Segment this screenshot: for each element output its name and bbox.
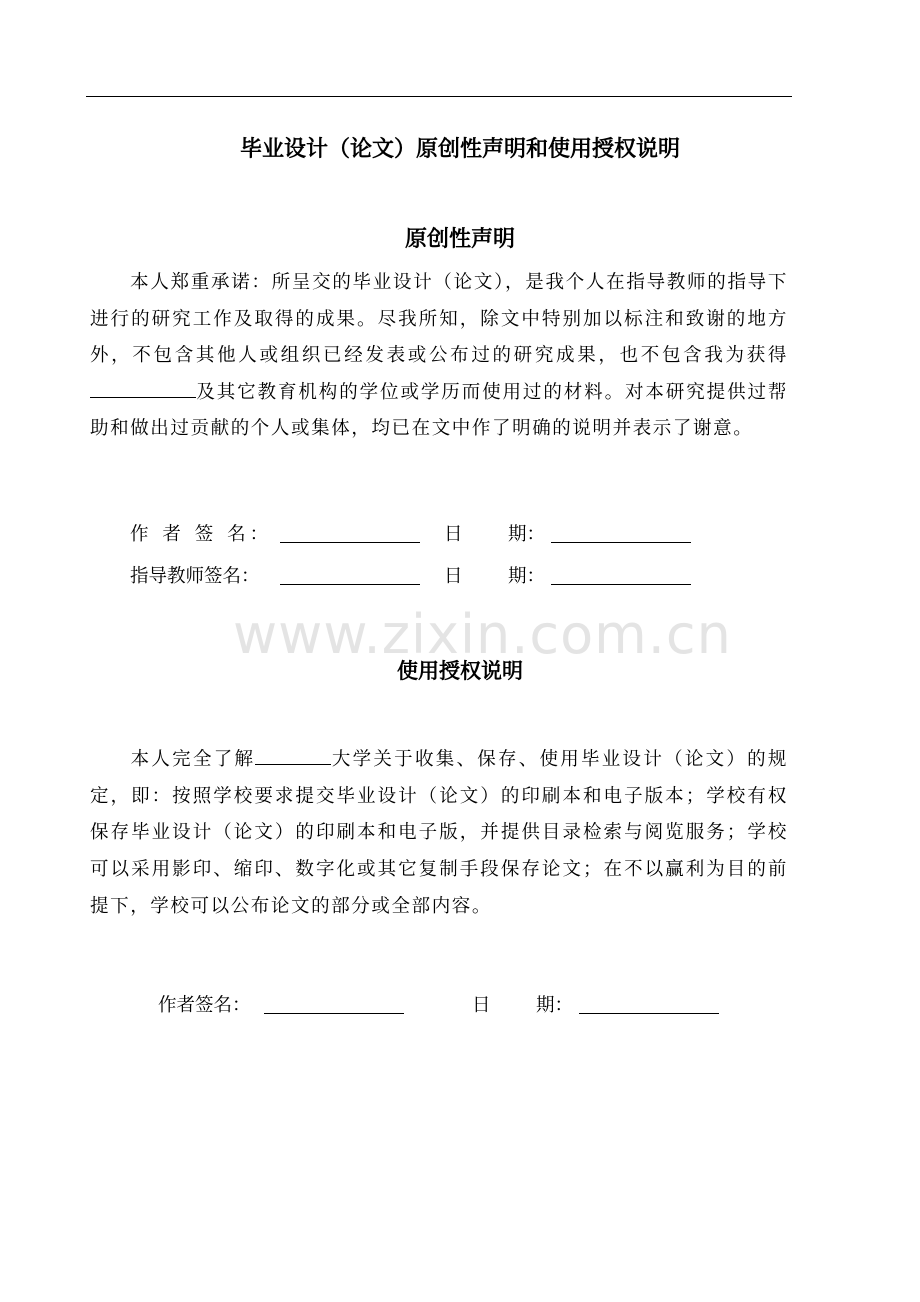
- supervisor-signature-row: [130, 564, 730, 590]
- author-signature-line-2: [264, 993, 404, 1014]
- originality-text-2: 及其它教育机构的学位或学历而使用过的材料。对本研究提供过帮助和做出过贡献的个人或集体，均已在文中作了明确的说明并表示了谢意。: [90, 381, 788, 439]
- author-signature-label-2: 作者签名：: [158, 995, 251, 1016]
- watermark: www.zixin.com.cn: [233, 603, 732, 666]
- authorization-paragraph: [90, 742, 788, 926]
- originality-heading: 原创性声明: [404, 227, 515, 252]
- document-title: 毕业设计（论文）原创性声明和使用授权说明: [239, 137, 680, 162]
- supervisor-date-line: [551, 564, 691, 585]
- degree-blank: [90, 379, 196, 398]
- date-label-b: 期：: [536, 995, 574, 1016]
- author-date-line: [551, 522, 691, 543]
- date-label-b: 期：: [508, 524, 546, 545]
- university-blank: [255, 746, 331, 765]
- author-date-line-2: [579, 993, 719, 1014]
- supervisor-signature-label: 指导教师签名：: [130, 566, 260, 587]
- authorization-signature-row: [158, 993, 758, 1019]
- author-signature-line: [280, 522, 420, 543]
- date-label-a: 日: [444, 524, 463, 545]
- supervisor-signature-line: [280, 564, 420, 585]
- date-label-a: 日: [444, 566, 463, 587]
- date-label-a: 日: [472, 995, 491, 1016]
- originality-paragraph: [90, 265, 788, 448]
- authorization-text-1: 本人完全了解: [130, 749, 256, 770]
- author-signature-row: [130, 522, 730, 548]
- author-signature-label: 作 者 签 名：: [130, 524, 273, 545]
- originality-text-1: 本人郑重承诺：所呈交的毕业设计（论文），是我个人在指导教师的指导下进行的研究工作及取得的成果。尽我所知，除文中特别加以标注和致谢的地方外，不包含其他人或组织已经发表或公布过的研究成果，也不包含我为获得: [90, 272, 788, 366]
- header-rule: [86, 96, 792, 97]
- authorization-text-2: 大学关于收集、保存、使用毕业设计（论文）的规定，即：按照学校要求提交毕业设计（论文）的印刷本和电子版本；学校有权保存毕业设计（论文）的印刷本和电子版，并提供目录检索与阅览服务；学校可以采用影印、缩印、数字化或其它复制手段保存论文；在不以赢利为目的前提下，学校可以公布论文的部分或全部内容。: [90, 749, 788, 917]
- date-label-b: 期：: [508, 566, 546, 587]
- authorization-heading: 使用授权说明: [397, 659, 523, 683]
